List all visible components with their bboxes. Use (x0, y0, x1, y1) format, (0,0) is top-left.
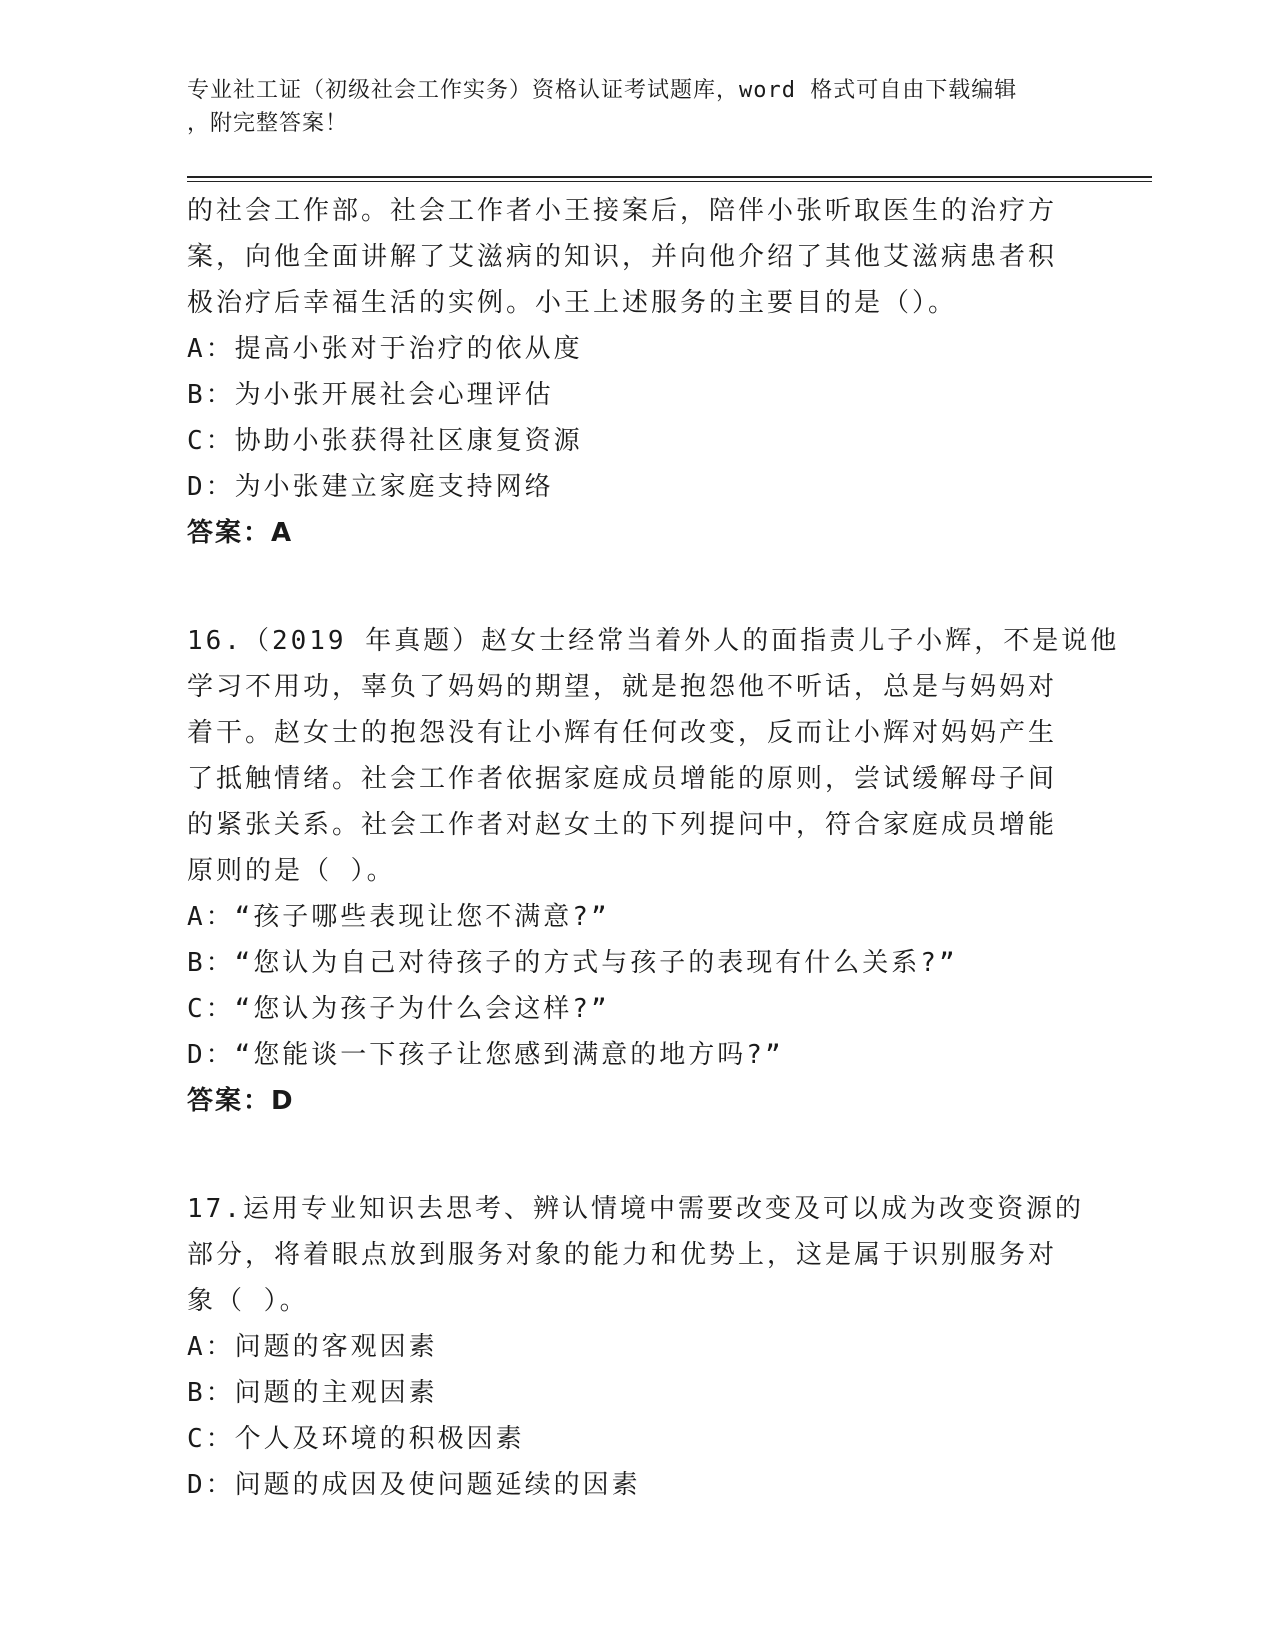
option-b: B：为小张开展社会心理评估 (187, 380, 554, 410)
document-header (187, 74, 1087, 140)
question-stem-line: 的紧张关系。社会工作者对赵女土的下列提问中，符合家庭成员增能 (187, 810, 1058, 840)
question-16 (187, 618, 1120, 1124)
question-stem-line: 着干。赵女士的抱怨没有让小辉有任何改变，反而让小辉对妈妈产生 (187, 718, 1058, 748)
option-a: A：“孩子哪些表现让您不满意?” (187, 902, 610, 932)
question-stem-line: 17.运用专业知识去思考、辨认情境中需要改变及可以成为改变资源的 (187, 1194, 1084, 1224)
option-d: D：为小张建立家庭支持网络 (187, 472, 554, 502)
document-body (187, 188, 1120, 1508)
question-17 (187, 1186, 1087, 1508)
option-a: A：提高小张对于治疗的依从度 (187, 334, 583, 364)
option-c: C：“您认为孩子为什么会这样?” (187, 994, 610, 1024)
question-stem-line: 的社会工作部。社会工作者小王接案后，陪伴小张听取医生的治疗方 (187, 196, 1058, 226)
question-spacer (187, 1124, 1087, 1186)
option-b: B：问题的主观因素 (187, 1378, 438, 1408)
option-c: C：协助小张获得社区康复资源 (187, 426, 583, 456)
question-stem-line: 16.（2019 年真题）赵女士经常当着外人的面指责儿子小辉，不是说他 (187, 626, 1120, 656)
answer-label: 答案：A (187, 518, 294, 548)
header-divider-thin (187, 181, 1152, 182)
header-line-1: 专业社工证（初级社会工作实务）资格认证考试题库，word 格式可自由下载编辑 (187, 78, 1018, 103)
option-a: A：问题的客观因素 (187, 1332, 438, 1362)
question-stem-line: 部分，将着眼点放到服务对象的能力和优势上，这是属于识别服务对 (187, 1240, 1058, 1270)
option-d: D：“您能谈一下孩子让您感到满意的地方吗?” (187, 1040, 784, 1070)
header-divider-thick (187, 176, 1152, 178)
question-stem-line: 原则的是（ ）。 (187, 856, 396, 886)
question-15 (187, 188, 1087, 556)
question-stem-line: 极治疗后幸福生活的实例。小王上述服务的主要目的是（）。 (187, 288, 958, 318)
header-line-2: ，附完整答案！ (187, 111, 349, 136)
question-spacer (187, 556, 1087, 618)
answer-label: 答案：D (187, 1086, 295, 1116)
question-stem-line: 案，向他全面讲解了艾滋病的知识，并向他介绍了其他艾滋病患者积 (187, 242, 1058, 272)
question-stem-line: 了抵触情绪。社会工作者依据家庭成员增能的原则，尝试缓解母子间 (187, 764, 1058, 794)
option-d: D：问题的成因及使问题延续的因素 (187, 1470, 641, 1500)
question-stem-line: 象（ ）。 (187, 1286, 309, 1316)
option-b: B：“您认为自己对待孩子的方式与孩子的表现有什么关系?” (187, 948, 958, 978)
question-stem-line: 学习不用功，辜负了妈妈的期望，就是抱怨他不听话，总是与妈妈对 (187, 672, 1058, 702)
option-c: C：个人及环境的积极因素 (187, 1424, 525, 1454)
